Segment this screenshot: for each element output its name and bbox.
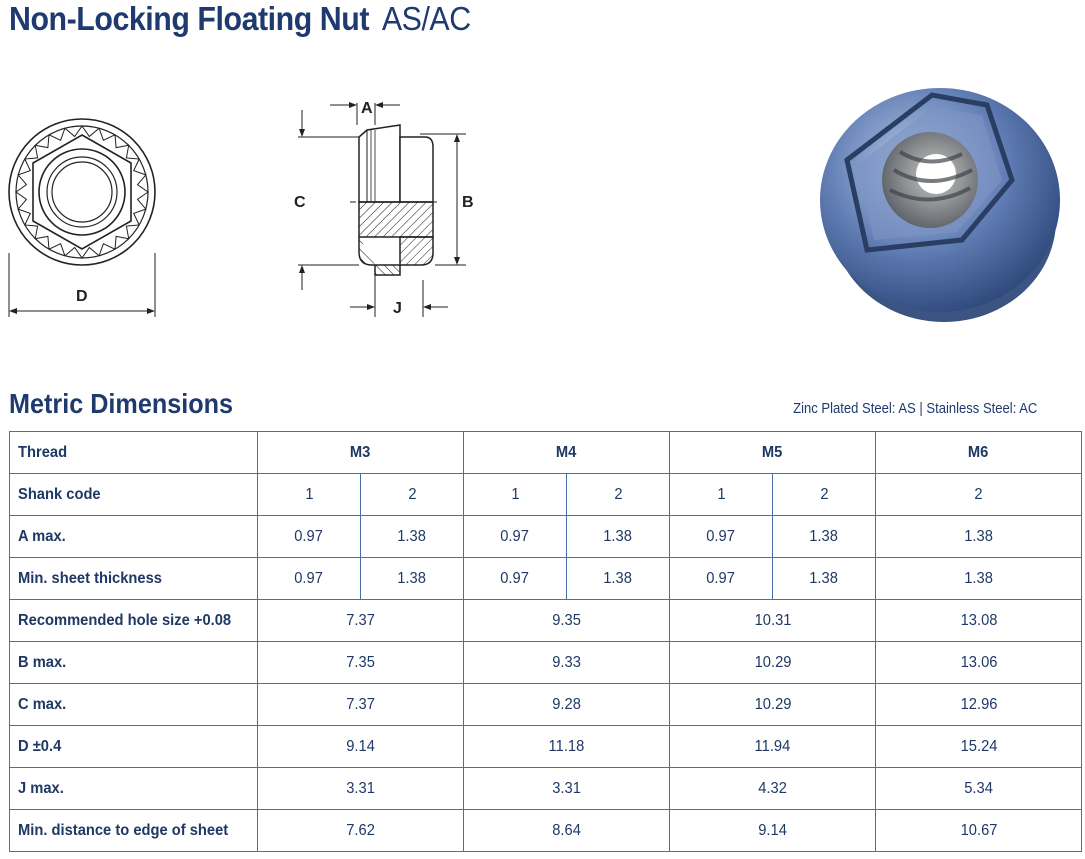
top-view — [9, 119, 155, 317]
table-cell: 1.38 — [567, 558, 670, 600]
table-cell: 12.96 — [876, 684, 1082, 726]
table-cell: 9.28 — [464, 684, 670, 726]
row-header-d: D ±0.4 — [10, 726, 258, 768]
table-row — [10, 516, 1082, 558]
table-row — [10, 642, 1082, 684]
table-cell: 10.29 — [670, 642, 876, 684]
table-cell: 0.97 — [258, 558, 361, 600]
table-cell: 9.35 — [464, 600, 670, 642]
table-cell: 10.29 — [670, 684, 876, 726]
label-b: B — [462, 194, 474, 211]
table-row — [10, 558, 1082, 600]
table-cell: 4.32 — [670, 768, 876, 810]
table-cell: 7.37 — [258, 600, 464, 642]
table-cell: 11.18 — [464, 726, 670, 768]
table-cell: 13.08 — [876, 600, 1082, 642]
thread-m3: M3 — [258, 432, 464, 474]
table-cell: 0.97 — [670, 558, 773, 600]
table-cell: 1.38 — [773, 516, 876, 558]
table-cell: 7.62 — [258, 810, 464, 852]
table-cell: 3.31 — [258, 768, 464, 810]
section-title: Metric Dimensions — [9, 388, 234, 419]
label-j: J — [393, 300, 402, 317]
row-header-min-sheet: Min. sheet thickness — [10, 558, 258, 600]
table-row — [10, 600, 1082, 642]
thread-m4: M4 — [464, 432, 670, 474]
table-row — [10, 474, 1082, 516]
table-cell: 0.97 — [670, 516, 773, 558]
row-header-shank-code: Shank code — [10, 474, 258, 516]
title-sub: AS/AC — [381, 0, 471, 37]
table-cell: 3.31 — [464, 768, 670, 810]
row-header-b-max: B max. — [10, 642, 258, 684]
table-row — [10, 726, 1082, 768]
table-cell: 1.38 — [361, 516, 464, 558]
table-cell: 2 — [876, 474, 1082, 516]
table-cell: 1.38 — [876, 516, 1082, 558]
page-title — [9, 0, 471, 38]
title-main: Non-Locking Floating Nut — [9, 0, 369, 37]
table-cell: 9.33 — [464, 642, 670, 684]
table-cell: 2 — [773, 474, 876, 516]
table-cell: 5.34 — [876, 768, 1082, 810]
table-cell: 2 — [361, 474, 464, 516]
table-cell: 7.37 — [258, 684, 464, 726]
table-cell: 9.14 — [670, 810, 876, 852]
table-cell: 15.24 — [876, 726, 1082, 768]
table-cell: 1.38 — [773, 558, 876, 600]
table-cell: 1.38 — [567, 516, 670, 558]
table-cell: 7.35 — [258, 642, 464, 684]
table-cell: 13.06 — [876, 642, 1082, 684]
material-note: Zinc Plated Steel: AS | Stainless Steel: AC — [792, 401, 1037, 417]
row-header-a-max: A max. — [10, 516, 258, 558]
dimensions-table — [9, 431, 1082, 852]
table-cell: 1 — [464, 474, 567, 516]
table-cell: 1.38 — [361, 558, 464, 600]
row-header-c-max: C max. — [10, 684, 258, 726]
table-row — [10, 810, 1082, 852]
table-cell: 2 — [567, 474, 670, 516]
thread-m6: M6 — [876, 432, 1082, 474]
table-cell: 11.94 — [670, 726, 876, 768]
table-row — [10, 768, 1082, 810]
table-row — [10, 684, 1082, 726]
table-cell: 8.64 — [464, 810, 670, 852]
table-cell: 0.97 — [464, 558, 567, 600]
row-header-hole-size: Recommended hole size +0.08 — [10, 600, 258, 642]
table-cell: 10.67 — [876, 810, 1082, 852]
thread-m5: M5 — [670, 432, 876, 474]
table-cell: 9.14 — [258, 726, 464, 768]
side-view — [294, 100, 474, 317]
table-cell: 0.97 — [464, 516, 567, 558]
row-header-thread: Thread — [10, 432, 258, 474]
table-cell: 1 — [670, 474, 773, 516]
table-cell: 1 — [258, 474, 361, 516]
row-header-edge-distance: Min. distance to edge of sheet — [10, 810, 258, 852]
row-header-j-max: J max. — [10, 768, 258, 810]
technical-drawing — [0, 85, 500, 325]
product-photo — [812, 70, 1072, 335]
table-row — [10, 432, 1082, 474]
label-c: C — [294, 194, 306, 211]
label-d: D — [76, 288, 88, 305]
table-cell: 1.38 — [876, 558, 1082, 600]
table-cell: 0.97 — [258, 516, 361, 558]
label-a: A — [361, 100, 373, 117]
table-cell: 10.31 — [670, 600, 876, 642]
